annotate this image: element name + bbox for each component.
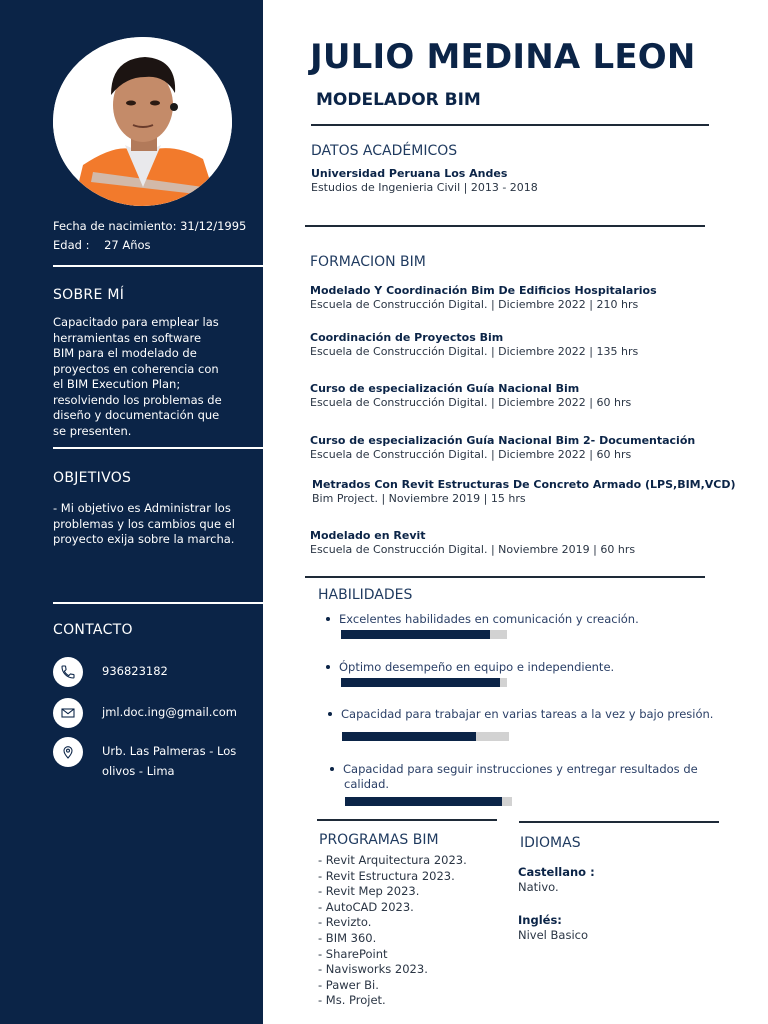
skill-bar	[341, 678, 507, 687]
candidate-role: MODELADOR BIM	[316, 90, 481, 110]
program-item: - Navisworks 2023.	[318, 962, 428, 977]
age: Edad : 27 Años	[53, 238, 151, 252]
skill-item	[330, 762, 720, 792]
program-item: - AutoCAD 2023.	[318, 899, 414, 914]
skill-label: Excelentes habilidades en comunicación y creación.	[339, 612, 639, 626]
programs-list	[318, 853, 467, 1009]
email-icon	[53, 698, 83, 728]
contact-heading: CONTACTO	[53, 622, 133, 638]
program-item: - SharePoint	[318, 946, 388, 961]
programs-heading: PROGRAMAS BIM	[319, 832, 439, 848]
section-divider	[317, 819, 497, 821]
training-item-detail: Escuela de Construcción Digital. | Diciembre 2022 | 60 hrs	[310, 448, 632, 461]
training-item-title: Modelado en Revit	[310, 529, 426, 542]
program-item: - Revit Estructura 2023.	[318, 868, 455, 883]
skill-bar	[342, 732, 509, 741]
about-line: resolviendo los problemas de	[53, 392, 222, 407]
objectives-line: - Mi objetivo es Administrar los	[53, 501, 231, 515]
skill-item	[326, 612, 639, 626]
skill-label: Capacidad para trabajar en varias tareas a la vez y bajo presión.	[341, 707, 714, 721]
training-item-title: Metrados Con Revit Estructuras De Concreto Armado (LPS,BIM,VCD)	[312, 478, 736, 491]
skill-bar-fill	[345, 797, 502, 806]
skills-heading: HABILIDADES	[318, 587, 413, 603]
academic-school: Universidad Peruana Los Andes	[311, 167, 508, 180]
training-item-title: Coordinación de Proyectos Bim	[310, 331, 504, 344]
about-line: el BIM Execution Plan;	[53, 377, 181, 391]
training-item-title: Curso de especialización Guía Nacional Bim	[310, 382, 580, 395]
skill-bar	[341, 630, 507, 639]
bullet-icon	[326, 617, 330, 621]
language-level: Nativo.	[518, 880, 559, 894]
header-divider	[311, 124, 709, 126]
contact-phone[interactable]: 936823182	[102, 664, 168, 678]
sidebar-divider	[53, 602, 263, 604]
program-item: - Ms. Projet.	[318, 993, 386, 1008]
contact-address: Urb. Las Palmeras - Los olivos - Lima	[102, 744, 237, 778]
bullet-icon	[328, 712, 332, 716]
languages-heading: IDIOMAS	[520, 835, 581, 851]
skill-bar	[345, 797, 512, 806]
section-divider	[519, 821, 719, 823]
about-line: Capacitado para emplear las	[53, 315, 219, 329]
objectives-line: problemas y los cambios que el	[53, 516, 235, 531]
program-item: - Revizto.	[318, 915, 372, 930]
objectives-heading: OBJETIVOS	[53, 470, 132, 486]
about-line: diseño y documentación que	[53, 408, 220, 422]
phone-icon	[53, 657, 83, 687]
profile-photo	[53, 37, 232, 206]
academic-detail: Estudios de Ingenieria Civil | 2013 - 2018	[311, 181, 538, 194]
skill-bar-fill	[341, 678, 500, 687]
contact-email[interactable]: jml.doc.ing@gmail.com	[102, 705, 238, 719]
skill-bar-fill	[341, 630, 490, 639]
section-divider	[305, 225, 705, 227]
language-name: Inglés:	[518, 913, 562, 927]
objectives-line: proyecto exija sobre la marcha.	[53, 532, 235, 546]
skill-label-line: calidad.	[344, 777, 390, 791]
skill-item	[326, 660, 614, 674]
sidebar	[0, 0, 263, 1024]
about-line: BIM para el modelado de	[53, 346, 197, 360]
section-divider	[305, 576, 705, 578]
language-name: Castellano :	[518, 865, 595, 879]
program-item: - Revit Arquitectura 2023.	[318, 853, 467, 867]
training-item-detail: Escuela de Construcción Digital. | Diciembre 2022 | 60 hrs	[310, 396, 632, 409]
objectives-text	[53, 501, 235, 548]
training-item-title: Curso de especialización Guía Nacional Bim 2- Documentación	[310, 434, 696, 447]
skill-label-line: Capacidad para seguir instrucciones y entregar resultados de	[330, 762, 720, 777]
skill-bar-fill	[342, 732, 476, 741]
training-item-detail: Escuela de Construcción Digital. | Diciembre 2022 | 210 hrs	[310, 298, 639, 311]
candidate-name: JULIO MEDINA LEON	[310, 37, 696, 77]
program-item: - Pawer Bi.	[318, 977, 379, 992]
academic-heading: DATOS ACADÉMICOS	[311, 143, 458, 159]
about-heading: SOBRE MÍ	[53, 287, 125, 303]
about-line: proyectos en coherencia con	[53, 361, 219, 376]
program-item: - Revit Mep 2023.	[318, 884, 420, 899]
birth-date: Fecha de nacimiento: 31/12/1995	[53, 219, 247, 233]
training-item-detail: Bim Project. | Noviembre 2019 | 15 hrs	[312, 492, 526, 505]
profile-photo-illustration	[53, 37, 232, 206]
bullet-icon	[326, 665, 330, 669]
location-icon	[53, 737, 83, 767]
sidebar-divider	[53, 447, 263, 449]
training-item-detail: Escuela de Construcción Digital. | Noviembre 2019 | 60 hrs	[310, 543, 636, 556]
bullet-icon	[330, 767, 334, 771]
training-item-detail: Escuela de Construcción Digital. | Diciembre 2022 | 135 hrs	[310, 345, 639, 358]
skill-item	[328, 707, 713, 721]
training-heading: FORMACION BIM	[310, 254, 426, 270]
skill-label: Óptimo desempeño en equipo e independiente.	[339, 660, 615, 674]
language-level: Nivel Basico	[518, 928, 589, 942]
sidebar-divider	[53, 265, 263, 267]
about-line: herramientas en software	[53, 330, 202, 345]
program-item: - BIM 360.	[318, 930, 377, 945]
about-text	[53, 315, 222, 439]
about-line: se presenten.	[53, 423, 132, 438]
training-item-title: Modelado Y Coordinación Bim De Edificios Hospitalarios	[310, 284, 657, 297]
